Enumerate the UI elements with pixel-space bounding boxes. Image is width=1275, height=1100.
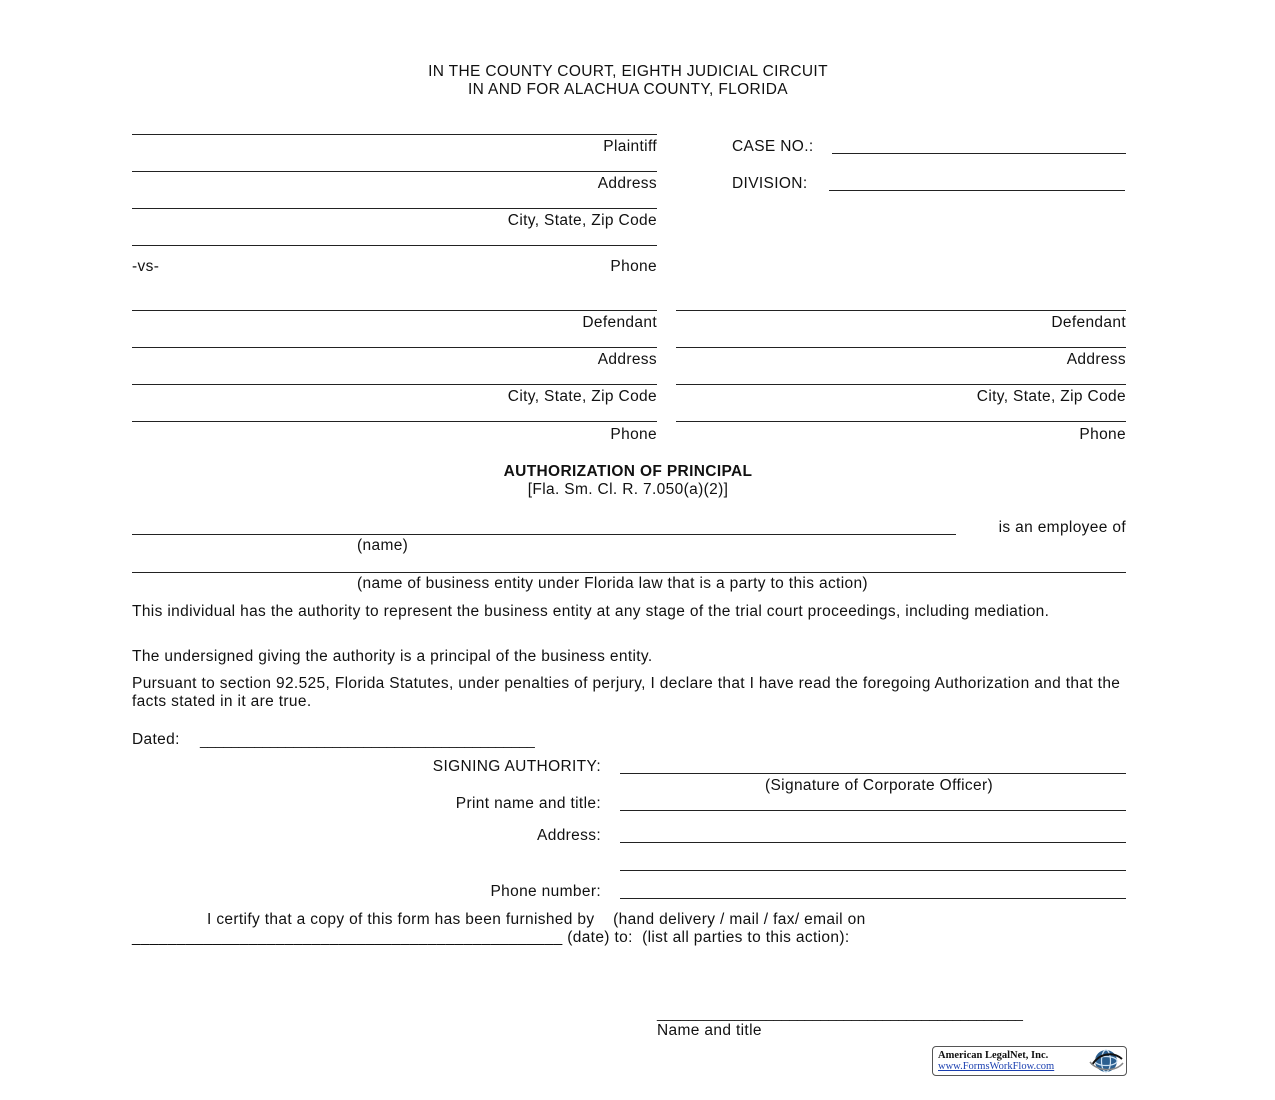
- authority-paragraph: This individual has the authority to represent the business entity at any stage of the trial court proceedings, including mediation.: [132, 603, 1050, 620]
- certificate-line-2: ________________________________________________ (date) to: (list all parties to this action):: [132, 929, 850, 946]
- name-and-title-caption: Name and title: [657, 1022, 762, 1039]
- signature-field[interactable]: [620, 773, 1126, 774]
- address-field-1[interactable]: [620, 842, 1126, 843]
- plaintiff-caption: Plaintiff: [603, 138, 657, 155]
- case-no-label: CASE NO.:: [732, 138, 814, 155]
- document-title: AUTHORIZATION OF PRINCIPAL: [503, 463, 753, 480]
- defendant-left-city-line[interactable]: [132, 384, 657, 385]
- plaintiff-city-caption: City, State, Zip Code: [507, 212, 657, 229]
- name-caption: (name): [357, 537, 409, 554]
- certificate-line-1: I certify that a copy of this form has been furnished by (hand delivery / mail / fax/ email on: [207, 911, 866, 928]
- defendant-left-phone-caption: Phone: [610, 426, 657, 443]
- defendant-right-address-line[interactable]: [676, 347, 1126, 348]
- footer-signature-field[interactable]: _______________________________________________: [657, 1005, 1023, 1021]
- address-field-2[interactable]: [620, 870, 1126, 871]
- defendant-right-caption: Defendant: [1051, 314, 1126, 331]
- defendant-left-city-caption: City, State, Zip Code: [507, 388, 657, 405]
- phone-number-field[interactable]: [620, 898, 1126, 899]
- entity-caption: (name of business entity under Florida law that is a party to this action): [357, 575, 868, 592]
- defendant-right-city-caption: City, State, Zip Code: [976, 388, 1126, 405]
- case-no-field[interactable]: [832, 153, 1126, 154]
- dated-field[interactable]: ___________________________________________: [200, 732, 535, 748]
- signing-authority-label: SIGNING AUTHORITY:: [432, 758, 601, 775]
- defendant-left-phone-line[interactable]: [132, 421, 657, 422]
- business-entity-field[interactable]: [132, 572, 1126, 573]
- employee-of-label: is an employee of: [998, 519, 1126, 536]
- logo-company-name: American LegalNet, Inc.: [938, 1050, 1049, 1061]
- rule-citation: [Fla. Sm. Cl. R. 7.050(a)(2)]: [527, 481, 729, 498]
- defendant-left-address-caption: Address: [597, 351, 657, 368]
- plaintiff-address-line[interactable]: [132, 171, 657, 172]
- defendant-left-name-line[interactable]: [132, 310, 657, 311]
- plaintiff-phone-caption: Phone: [610, 258, 657, 275]
- defendant-left-address-line[interactable]: [132, 347, 657, 348]
- division-field[interactable]: [829, 190, 1125, 191]
- division-label: DIVISION:: [732, 175, 808, 192]
- signature-caption: (Signature of Corporate Officer): [764, 777, 993, 794]
- plaintiff-phone-line[interactable]: [132, 245, 657, 246]
- address-label: Address:: [537, 827, 601, 844]
- defendant-left-caption: Defendant: [582, 314, 657, 331]
- defendant-right-phone-caption: Phone: [1079, 426, 1126, 443]
- dated-label: Dated:: [132, 731, 180, 748]
- plaintiff-address-caption: Address: [597, 175, 657, 192]
- perjury-paragraph: Pursuant to section 92.525, Florida Statutes, under penalties of perjury, I declare that I have read the foregoing Authorization and that the facts stated in it are true.: [132, 675, 1121, 710]
- plaintiff-name-line[interactable]: [132, 134, 657, 135]
- print-name-label: Print name and title:: [455, 795, 601, 812]
- american-legalnet-logo[interactable]: [932, 1046, 1127, 1076]
- globe-icon: [1088, 1048, 1124, 1074]
- logo-url-link[interactable]: www.FormsWorkFlow.com: [938, 1061, 1055, 1072]
- court-header-line-1: IN THE COUNTY COURT, EIGHTH JUDICIAL CIRCUIT: [428, 63, 828, 80]
- vs-label: -vs-: [132, 258, 160, 275]
- employee-name-field[interactable]: [132, 534, 956, 535]
- defendant-right-city-line[interactable]: [676, 384, 1126, 385]
- defendant-right-phone-line[interactable]: [676, 421, 1126, 422]
- plaintiff-city-line[interactable]: [132, 208, 657, 209]
- defendant-right-address-caption: Address: [1066, 351, 1126, 368]
- court-header-line-2: IN AND FOR ALACHUA COUNTY, FLORIDA: [468, 81, 788, 98]
- phone-number-label: Phone number:: [490, 883, 601, 900]
- defendant-right-name-line[interactable]: [676, 310, 1126, 311]
- principal-paragraph: The undersigned giving the authority is a principal of the business entity.: [132, 648, 653, 665]
- print-name-field[interactable]: [620, 810, 1126, 811]
